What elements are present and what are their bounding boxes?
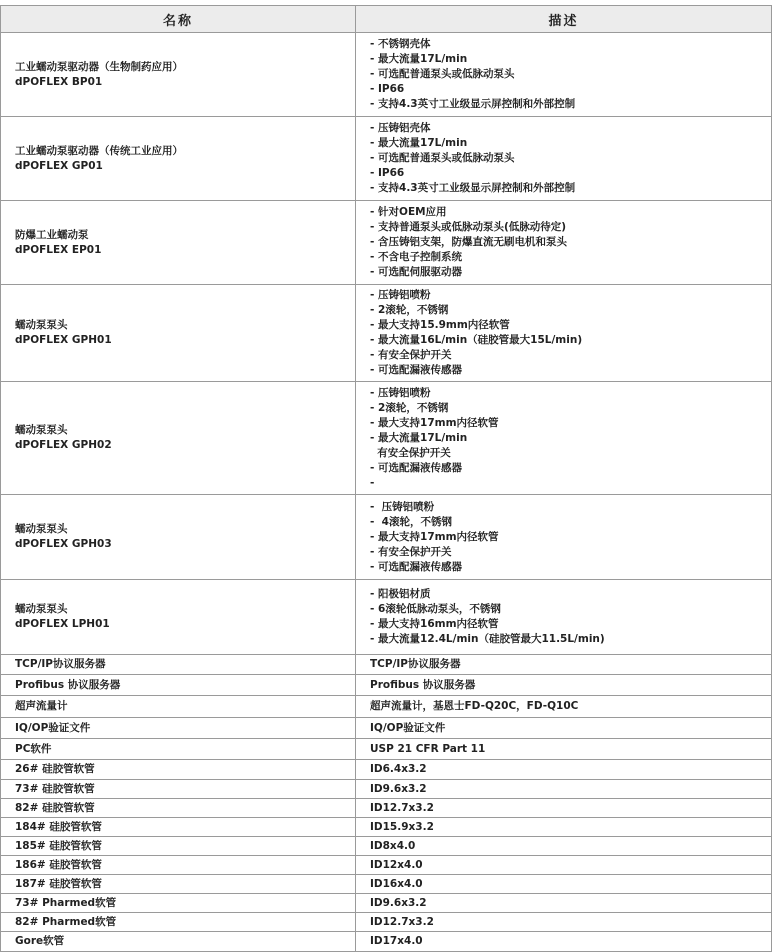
description-line: Profibus 协议服务器	[370, 678, 476, 691]
description-line: - 压铸铝壳体	[370, 122, 431, 134]
product-name-line: 蠕动泵泵头	[15, 603, 68, 615]
description-line: ID8x4.0	[370, 839, 416, 852]
description-line: - 含压铸铝支架，防爆直流无刷电机和泵头	[370, 236, 568, 248]
product-name-cell	[1, 33, 356, 117]
product-name-cell	[1, 913, 356, 932]
table-row	[1, 718, 772, 739]
table-row	[1, 201, 772, 285]
description-line: - 最大流量17L/min	[370, 137, 468, 149]
product-name-line: Profibus 协议服务器	[15, 678, 121, 691]
description-line: ID6.4x3.2	[370, 763, 427, 775]
table-row	[1, 913, 772, 932]
description-line: - 最大流量17L/min	[370, 431, 468, 444]
description-cell	[356, 739, 772, 760]
table-row	[1, 780, 772, 799]
description-cell	[356, 382, 772, 495]
description-cell	[356, 799, 772, 818]
description-line: ID9.6x3.2	[370, 782, 427, 795]
table-row	[1, 894, 772, 913]
spec-table	[0, 5, 772, 952]
product-name-cell	[1, 799, 356, 818]
table-row	[1, 818, 772, 837]
table-row	[1, 837, 772, 856]
product-name-cell	[1, 382, 356, 495]
product-name-line: 187# 硅胶管软管	[15, 877, 102, 890]
description-line: - 压铸铝喷粉	[370, 386, 431, 399]
product-name-line: 185# 硅胶管软管	[15, 839, 102, 852]
description-line: 超声流量计，基恩士FD-Q20C，FD-Q10C	[370, 700, 579, 712]
description-cell	[356, 837, 772, 856]
product-name-line: PC软件	[15, 742, 52, 755]
description-line: - 4滚轮，不锈钢	[370, 515, 452, 528]
product-name-cell	[1, 655, 356, 675]
table-row	[1, 382, 772, 495]
description-line: - 可选配普通泵头或低脉动泵头	[370, 152, 515, 164]
description-line: ID16x4.0	[370, 877, 423, 890]
description-line: - 不锈钢壳体	[370, 38, 431, 50]
product-name-line: 26# 硅胶管软管	[15, 763, 95, 775]
table-row	[1, 495, 772, 580]
description-line: - 最大支持15.9mm内径软管	[370, 319, 510, 331]
description-line: ID17x4.0	[370, 935, 423, 947]
description-line: - 可选配漏液传感器	[370, 560, 463, 573]
description-line: ID12.7x3.2	[370, 915, 434, 928]
table-row	[1, 696, 772, 718]
description-cell	[356, 718, 772, 739]
description-line: - 2滚轮，不锈钢	[370, 401, 449, 414]
product-name-line: dPOFLEX BP01	[15, 75, 103, 88]
product-name-cell	[1, 495, 356, 580]
description-line: - 最大流量12.4L/min（硅胶管最大11.5L/min)	[370, 633, 605, 645]
product-name-cell	[1, 818, 356, 837]
description-line: - 2滚轮，不锈钢	[370, 304, 449, 316]
description-line: - 可选配普通泵头或低脉动泵头	[370, 68, 515, 80]
description-line: - 有安全保护开关	[370, 349, 452, 361]
table-row	[1, 932, 772, 952]
description-line: -	[370, 476, 375, 489]
product-name-cell	[1, 875, 356, 894]
description-cell	[356, 932, 772, 952]
description-line: - 可选配漏液传感器	[370, 461, 463, 474]
product-name-cell	[1, 696, 356, 718]
description-line: - 6滚轮低脉动泵头，不锈钢	[370, 603, 501, 615]
description-line: - 压铸铝喷粉	[370, 500, 435, 513]
description-line: - 支持4.3英寸工业级显示屏控制和外部控制	[370, 182, 576, 194]
column-header-description: 描述	[356, 6, 772, 33]
table-row	[1, 655, 772, 675]
product-name-line: Gore软管	[15, 935, 65, 947]
product-name-line: 73# Pharmed软管	[15, 896, 117, 909]
table-row	[1, 856, 772, 875]
table-row	[1, 799, 772, 818]
product-name-cell	[1, 856, 356, 875]
description-line: ID12x4.0	[370, 858, 423, 871]
table-row	[1, 739, 772, 760]
description-line: - 压铸铝喷粉	[370, 289, 431, 301]
table-row	[1, 285, 772, 382]
product-name-line: dPOFLEX GP01	[15, 159, 103, 172]
description-line: ID9.6x3.2	[370, 896, 427, 909]
product-name-cell	[1, 718, 356, 739]
description-line: - 最大支持16mm内径软管	[370, 618, 499, 630]
description-cell	[356, 495, 772, 580]
product-name-line: 184# 硅胶管软管	[15, 820, 102, 833]
description-line: - 最大支持17mm内径软管	[370, 530, 499, 543]
description-line: ID12.7x3.2	[370, 801, 434, 814]
product-name-line: dPOFLEX LPH01	[15, 618, 110, 630]
description-line: ID15.9x3.2	[370, 820, 434, 833]
description-cell	[356, 913, 772, 932]
product-name-cell	[1, 837, 356, 856]
table-row	[1, 875, 772, 894]
product-name-line: 蠕动泵泵头	[15, 319, 68, 331]
description-line: - 支持普通泵头或低脉动泵头(低脉动待定)	[370, 221, 567, 233]
product-name-line: dPOFLEX GPH02	[15, 439, 112, 451]
product-name-line: 82# 硅胶管软管	[15, 801, 95, 814]
description-line: 有安全保护开关	[370, 446, 451, 459]
product-name-line: 蠕动泵泵头	[15, 523, 68, 535]
description-line: IQ/OP验证文件	[370, 721, 446, 734]
description-cell	[356, 201, 772, 285]
table-row	[1, 675, 772, 696]
product-name-line: 防爆工业蠕动泵	[15, 228, 89, 241]
table-row	[1, 760, 772, 780]
description-cell	[356, 675, 772, 696]
product-name-line: 工业蠕动泵驱动器（传统工业应用）	[15, 144, 183, 157]
description-cell	[356, 818, 772, 837]
product-name-cell	[1, 894, 356, 913]
product-name-cell	[1, 285, 356, 382]
column-header-name: 名称	[1, 6, 356, 33]
description-cell	[356, 875, 772, 894]
description-cell	[356, 894, 772, 913]
description-line: - 阳极铝材质	[370, 588, 431, 600]
description-cell	[356, 33, 772, 117]
description-cell	[356, 780, 772, 799]
description-line: - 可选配伺服驱动器	[370, 266, 463, 278]
product-name-cell	[1, 760, 356, 780]
product-name-cell	[1, 675, 356, 696]
table-header-row	[1, 6, 772, 33]
product-name-cell	[1, 932, 356, 952]
description-line: - 针对OEM应用	[370, 206, 447, 218]
table-row	[1, 33, 772, 117]
description-line: - 支持4.3英寸工业级显示屏控制和外部控制	[370, 98, 576, 110]
description-cell	[356, 696, 772, 718]
product-name-line: TCP/IP协议服务器	[15, 658, 106, 670]
description-line: - 有安全保护开关	[370, 545, 452, 558]
description-cell	[356, 655, 772, 675]
description-cell	[356, 285, 772, 382]
description-cell	[356, 856, 772, 875]
product-name-line: dPOFLEX GPH01	[15, 334, 112, 346]
product-name-line: 蠕动泵泵头	[15, 424, 68, 436]
description-line: - 可选配漏液传感器	[370, 364, 463, 376]
table-row	[1, 580, 772, 655]
description-line: TCP/IP协议服务器	[370, 658, 461, 670]
product-name-line: 186# 硅胶管软管	[15, 858, 102, 871]
description-line: - 最大支持17mm内径软管	[370, 416, 499, 429]
product-name-line: 73# 硅胶管软管	[15, 782, 95, 795]
description-cell	[356, 580, 772, 655]
table-row	[1, 117, 772, 201]
description-cell	[356, 760, 772, 780]
description-line: - IP66	[370, 83, 405, 95]
table-body	[1, 33, 772, 952]
description-line: USP 21 CFR Part 11	[370, 742, 486, 755]
description-line: - IP66	[370, 167, 405, 179]
description-line: - 最大流量16L/min（硅胶管最大15L/min)	[370, 334, 583, 346]
product-name-line: 工业蠕动泵驱动器（生物制药应用）	[15, 60, 183, 73]
product-name-line: IQ/OP验证文件	[15, 721, 91, 734]
product-name-line: 82# Pharmed软管	[15, 915, 117, 928]
product-name-cell	[1, 739, 356, 760]
product-name-cell	[1, 117, 356, 201]
product-name-cell	[1, 780, 356, 799]
product-name-line: dPOFLEX EP01	[15, 243, 102, 256]
product-name-line: 超声流量计	[15, 700, 68, 712]
product-name-cell	[1, 580, 356, 655]
description-cell	[356, 117, 772, 201]
description-line: - 最大流量17L/min	[370, 53, 468, 65]
product-name-cell	[1, 201, 356, 285]
product-name-line: dPOFLEX GPH03	[15, 538, 112, 550]
description-line: - 不含电子控制系统	[370, 251, 463, 263]
